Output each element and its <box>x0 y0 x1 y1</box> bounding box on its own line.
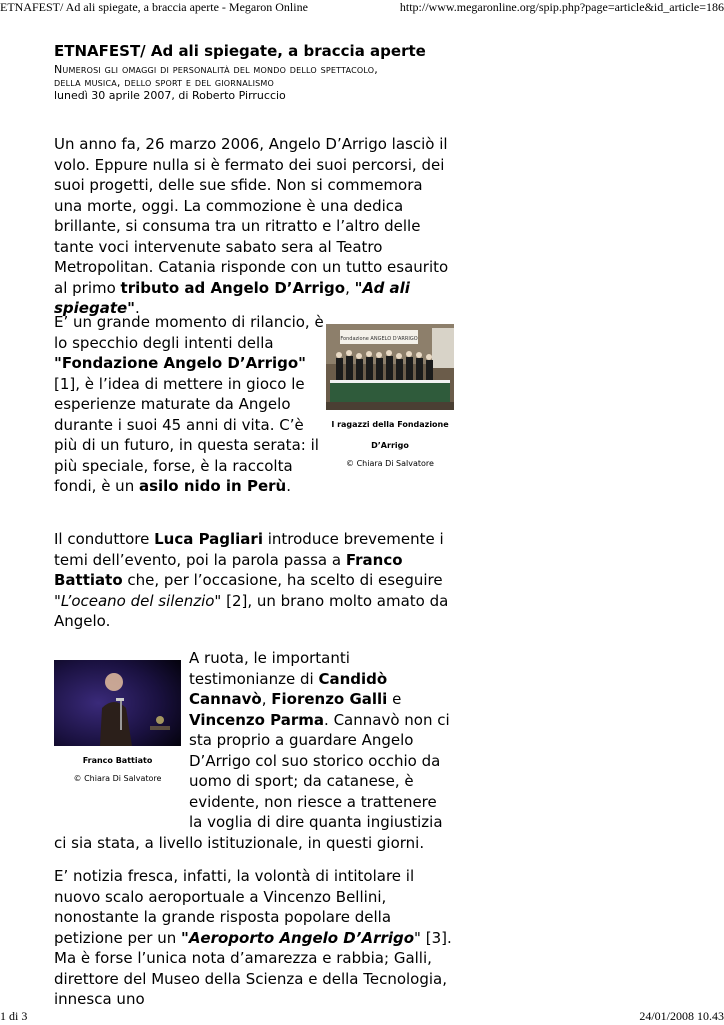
bold-text: Fiorenzo Galli <box>271 690 388 708</box>
bold-text: asilo nido in Perù <box>138 477 287 495</box>
bold-italic-text: "Ad ali spiegate" <box>54 278 410 317</box>
print-datetime: 24/01/2008 10.43 <box>639 1009 724 1023</box>
text: . Cannavò non ci sta proprio a guardare Angelo D’Arrigo col suo storico occhio da uomo di sport; da catanese, è evidente, non riesce a trattenere la voglia di dire quanta ingiustizia ci sia stata, a livello istituzionale, in questi giorni. <box>54 710 450 852</box>
subtitle-line: della musica, dello sport e del giornalismo <box>54 76 275 89</box>
figure-credit: © Chiara Di Salvatore <box>346 459 434 468</box>
page-number: 1 di 3 <box>0 1009 28 1023</box>
text: E’ notizia fresca, infatti, la volontà di intitolare il nuovo scalo aeroportuale a Vincenzo Bellini, nonostante la grande risposta popolare della petizione per un <box>54 867 415 947</box>
text: E’ un grande momento di rilancio, è lo specchio degli intenti della <box>54 313 324 352</box>
text: " [3]. Ma è forse l’unica nota d’amarezza e rabbia; Galli, direttore del Museo della Scienza e della Tecnologia, innesca uno <box>54 928 452 1008</box>
paragraph-2 <box>54 312 326 497</box>
text: A ruota, le importanti testimonianze di <box>189 649 350 688</box>
figure-caption: I ragazzi della Fondazione D’Arrigo <box>331 420 449 450</box>
text: [1], è l’idea di mettere in gioco le esperienze maturate da Angelo durante i suoi 45 anni di vita. C’è più di un futuro, in questa serata: il più speciale, forse, è la raccolta fondi, è un <box>54 374 319 495</box>
text: introduce brevemente i temi dell’evento, poi la parola passa a <box>54 530 444 569</box>
paragraph-1 <box>54 134 454 319</box>
article-byline: lunedì 30 aprile 2007, di Roberto Pirruccio <box>54 89 286 102</box>
article-subtitle <box>54 63 454 89</box>
bold-italic-text: "Aeroporto Angelo D’Arrigo <box>181 928 415 947</box>
text: , <box>261 690 272 708</box>
article-title: ETNAFEST/ Ad ali spiegate, a braccia aperte <box>54 42 426 60</box>
bold-text: Candidò Cannavò <box>189 669 388 708</box>
fondazione-photo[interactable] <box>326 324 454 410</box>
bold-text: Vincenzo Parma <box>189 710 325 729</box>
paragraph-5 <box>54 866 454 1008</box>
bold-text: tributo ad Angelo D’Arrigo <box>120 278 346 297</box>
text: , <box>345 278 355 297</box>
text: [2], un brano molto amato da Angelo. <box>54 591 449 630</box>
text: Il conduttore <box>54 530 155 548</box>
text: . <box>286 477 291 495</box>
figure-caption: Franco Battiato <box>82 756 153 765</box>
article-header <box>54 42 454 102</box>
bold-text: Luca Pagliari <box>154 530 263 548</box>
paragraph-4 <box>54 648 454 853</box>
bold-text: Franco Battiato <box>54 550 403 589</box>
subtitle-line: Numerosi gli omaggi di personalità del mondo dello spettacolo, <box>54 63 378 76</box>
float-spacer <box>54 648 189 814</box>
print-footer <box>0 1009 724 1025</box>
banner-text: Fondazione ANGELO D'ARRIGO <box>340 336 418 342</box>
figure-fondazione <box>326 324 454 470</box>
text: che, per l’occasione, ha scelto di eseguire <box>122 571 443 589</box>
bold-text: "Fondazione Angelo D’Arrigo" <box>54 354 306 372</box>
text: . <box>135 299 140 317</box>
print-header <box>0 0 724 16</box>
italic-text: "L’oceano del silenzio" <box>54 591 222 610</box>
paragraph-3 <box>54 529 454 632</box>
print-page-title: ETNAFEST/ Ad ali spiegate, a braccia aperte - Megaron Online <box>0 0 308 14</box>
figure-credit: © Chiara Di Salvatore <box>73 774 162 783</box>
print-page-url: http://www.megaronline.org/spip.php?page=article&id_article=186 <box>399 0 724 14</box>
text: Un anno fa, 26 marzo 2006, Angelo D’Arrigo lasciò il volo. Eppure nulla si è fermato dei suoi percorsi, dei suoi progetti, delle sue sfide. Non si commemora una morte, oggi. La commozione è una dedica brillante, si consuma tra un ritratto e l’altro delle tante voci intervenute sabato sera al Teatro Metropolitan. Catania risponde con un tutto esaurito al primo <box>54 135 449 297</box>
text: e <box>387 690 402 708</box>
